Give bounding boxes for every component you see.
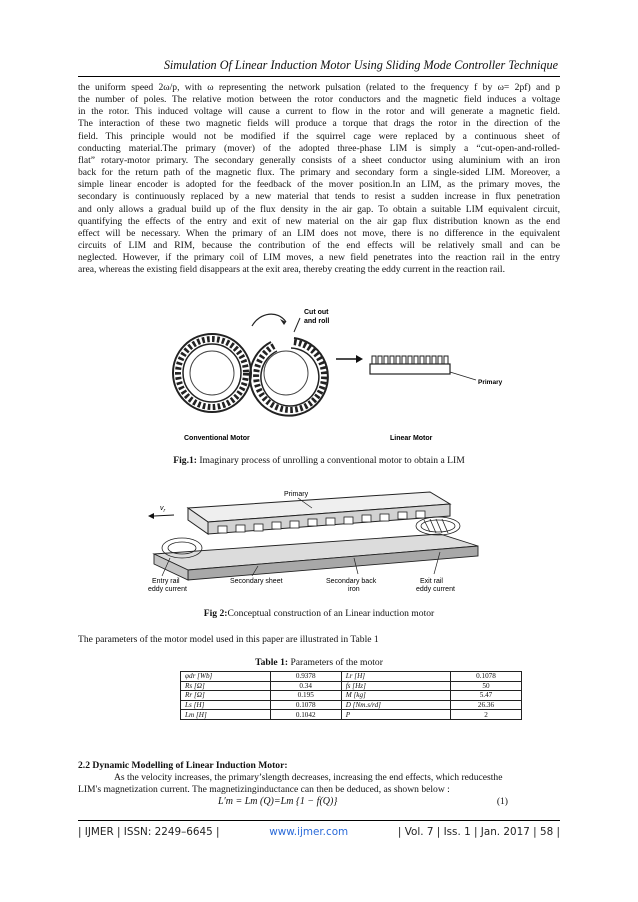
figure-1-caption-label: Fig.1: [173, 455, 197, 466]
table-param-value: 0.1078 [450, 672, 521, 682]
table-param-name: M [kg] [341, 691, 450, 701]
running-header: Simulation Of Linear Induction Motor Using Sliding Mode Controller Technique [163, 58, 558, 72]
table-param-name: D [Nm.s/rd] [341, 700, 450, 710]
table-param-name: Lm [H] [181, 710, 271, 720]
table-param-name: fs [Hz] [341, 681, 450, 691]
table-row [181, 681, 522, 691]
figure-2-caption-label: Fig 2: [203, 608, 228, 619]
footer-volume: | Vol. 7 | Iss. 1 | Jan. 2017 | 58 | [397, 826, 560, 838]
body-line: field. This principle would not be modified if the squirrel cage were replaced by a continuous sheet of [78, 130, 560, 142]
table-param-value: 26.36 [450, 700, 521, 710]
velocity-symbol: v [160, 505, 164, 512]
table-param-name: Rs [Ω] [181, 681, 271, 691]
exit-rail-label: Exit rail [420, 578, 443, 585]
figure-2-caption-text: Conceptual construction of an Linear induction motor [227, 608, 435, 619]
primary-label: Primary [478, 379, 503, 386]
table-row [181, 691, 522, 701]
body-line: in the rotor. This induced voltage will cause a current to flow in the rotor and will generate a magnetic field. [78, 106, 560, 118]
section-heading: 2.2 Dynamic Modelling of Linear Induction Motor: [78, 760, 288, 771]
table-param-value: 5.47 [450, 691, 521, 701]
table-row [181, 672, 522, 682]
section-line-1: As the velocity increases, the primary’slength decreases, increasing the end effects, which reducesthe [114, 772, 503, 783]
equation-1: L′m = Lm (Q)=Lm {1 − f(Q)} [218, 796, 338, 807]
table-param-value: 0.1078 [270, 700, 341, 710]
table-param-value: 0.195 [270, 691, 341, 701]
and-roll-label: and roll [304, 318, 330, 325]
body-line: neglected. However, if the primary coil of LIM moves, a new field penetrates into the reaction rail in the entry [78, 252, 560, 264]
velocity-arrow-icon [148, 513, 174, 519]
entry-rail-label: Entry rail [152, 578, 180, 585]
table-param-name: φdr [Wb] [181, 672, 271, 682]
body-line: flat” rotary-motor primary. The secondary generally consists of a sheet conductor using aluminium with an iron [78, 154, 560, 166]
table-param-value: 0.1042 [270, 710, 341, 720]
table-param-name: P [341, 710, 450, 720]
cut-out-label: Cut out [304, 309, 329, 316]
body-line: and only allows a gradual build up of the flux density in the air gap. To obtain a suitable LIM equivalent circuit, [78, 203, 560, 215]
linear-motor-label: Linear Motor [390, 435, 433, 442]
footer-journal: | IJMER | ISSN: 2249–6645 | [78, 826, 220, 838]
footer-rule [78, 820, 560, 821]
table-param-value: 0.9378 [270, 672, 341, 682]
conventional-motor-label: Conventional Motor [184, 435, 250, 442]
arrow-icon [336, 355, 363, 363]
secondary-sheet-label: Secondary sheet [230, 578, 283, 585]
body-line: the number of poles. The relative motion between the rotor conductors and the magnetic field induces a voltage [78, 94, 560, 106]
velocity-subscript: r [163, 508, 166, 514]
table-row [181, 700, 522, 710]
back-iron-label: iron [348, 586, 360, 593]
conventional-motor-drawing [173, 334, 251, 412]
figure-1-caption-text: Imaginary process of unrolling a conventional motor to obtain a LIM [196, 455, 465, 466]
header-rule [78, 76, 560, 77]
body-text [78, 82, 560, 277]
entry-eddy-label: eddy current [148, 586, 187, 593]
table-param-name: Ls [H] [181, 700, 271, 710]
table-param-name: Lr [H] [341, 672, 450, 682]
figure-1 [160, 304, 520, 450]
footer-link[interactable]: www.ijmer.com [269, 826, 349, 838]
body-line: circuits of LIM and RIM, because the contribution of the end effects will be relatively small and can be [78, 240, 560, 252]
figure-1-caption [78, 455, 560, 466]
body-line: simple linear encoder is adopted for the feedback of the mover position.In an LIM, as the primary moves, the [78, 179, 560, 191]
table-title [78, 657, 560, 668]
table-param-value: 2 [450, 710, 521, 720]
body-line: the uniform speed 2ω/p, with ω representing the network pulsation (related to the frequency f by ω= 2pf) and p [78, 82, 560, 93]
body-line: area, whereas the existing field disappears at the exit area, thereby creating the eddy current in the reaction rail. [78, 264, 505, 276]
primary-label: Primary [284, 491, 309, 498]
table-param-value: 0.34 [270, 681, 341, 691]
body-line: quantifying the effects of the entry and exit of new material on the air gap flux distribution known as the end [78, 215, 560, 227]
body-line: secondary is continuously replaced by a new material that tends to resist a sudden increase in flux penetration [78, 191, 560, 203]
figure-2 [148, 486, 488, 598]
cut-motor-drawing [250, 314, 328, 416]
section-line-2: LIM's magnetization current. The magnetizinginductance can then be deduced, as shown below : [78, 784, 450, 795]
table-title-label: Table 1: [255, 657, 289, 668]
table-row [181, 710, 522, 720]
table-param-value: 50 [450, 681, 521, 691]
table-param-name: Rr [Ω] [181, 691, 271, 701]
equation-number: (1) [496, 796, 508, 807]
parameters-table [180, 671, 522, 720]
page-footer [78, 826, 560, 838]
exit-coil-drawing [416, 517, 460, 535]
figure-2-caption [78, 608, 560, 619]
body-line: effect will be necessary. When the primary of an LIM does not move, there is no difference in the equivalent [78, 227, 560, 239]
linear-motor-drawing [370, 356, 476, 380]
body-line: The interaction of these two magnetic fields will produce a torque that drags the rotor in the direction of the [78, 118, 560, 130]
body-line: back for the return path of the magnetic flux. The primary and secondary form a single-sided LIM. Moreover, a [78, 167, 560, 179]
section-2-2 [78, 760, 560, 796]
table-intro: The parameters of the motor model used in this paper are illustrated in Table 1 [78, 634, 379, 645]
secondary-back-iron-label: Secondary back [326, 578, 377, 585]
body-line: conducting material.The primary (mover) of the adopted three-phase LIM is simply a “cut-open-and-rolled- [78, 142, 560, 154]
exit-eddy-label: eddy current [416, 586, 455, 593]
table-title-text: Parameters of the motor [288, 657, 383, 668]
velocity-label [160, 505, 166, 514]
